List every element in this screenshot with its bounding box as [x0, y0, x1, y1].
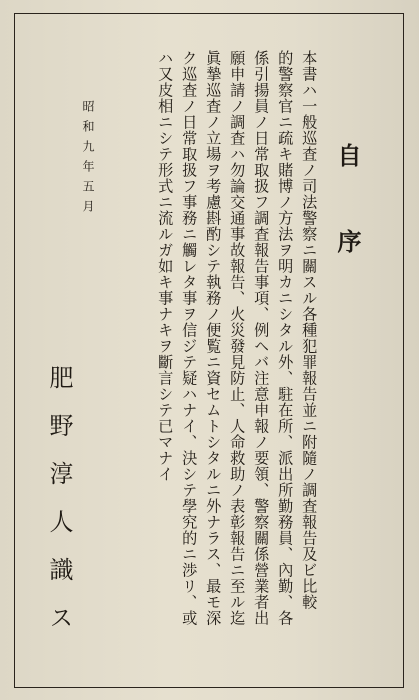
preface-line-2: 的警察官ニ疏キ賭博ノ方法ヲ明カニシタル外、駐在所、派出所勤務員、內勤、各	[276, 50, 295, 626]
preface-date: 昭和九年五月	[81, 100, 95, 220]
preface-line-5: 眞摯巡査ノ立場ヲ考慮斟酌シテ執務ノ便覧ニ資セムトシタルニ外ナラス、最モ深	[204, 50, 223, 626]
preface-author: 肥野淳人識ス	[45, 365, 73, 653]
preface-line-4: 願申請ノ調査ハ勿論交通事故報告、火災發見防止、人命救助ノ表彰報告ニ至ル迄	[228, 50, 247, 626]
preface-line-6: ク巡査ノ日常取扱フ事務ニ觸レタ事ヲ信ジテ疑ハナイ、決シテ學究的ニ渉リ、或	[180, 50, 199, 626]
preface-line-3: 係引揚員ノ日常取扱フ調査報告事項、例ヘバ注意申報ノ要領、警察關係營業者出	[252, 50, 271, 626]
preface-line-7: ハ又皮相ニシテ形式ニ流ルガ如キ事ナキヲ斷言シテ已マナイ	[156, 50, 175, 482]
preface-title: 自序	[333, 143, 362, 315]
preface-line-1: 本書ハ一般巡査ノ司法警察ニ關スル各種犯罪報告並ニ附隨ノ調査報告及ビ比較	[300, 50, 319, 610]
